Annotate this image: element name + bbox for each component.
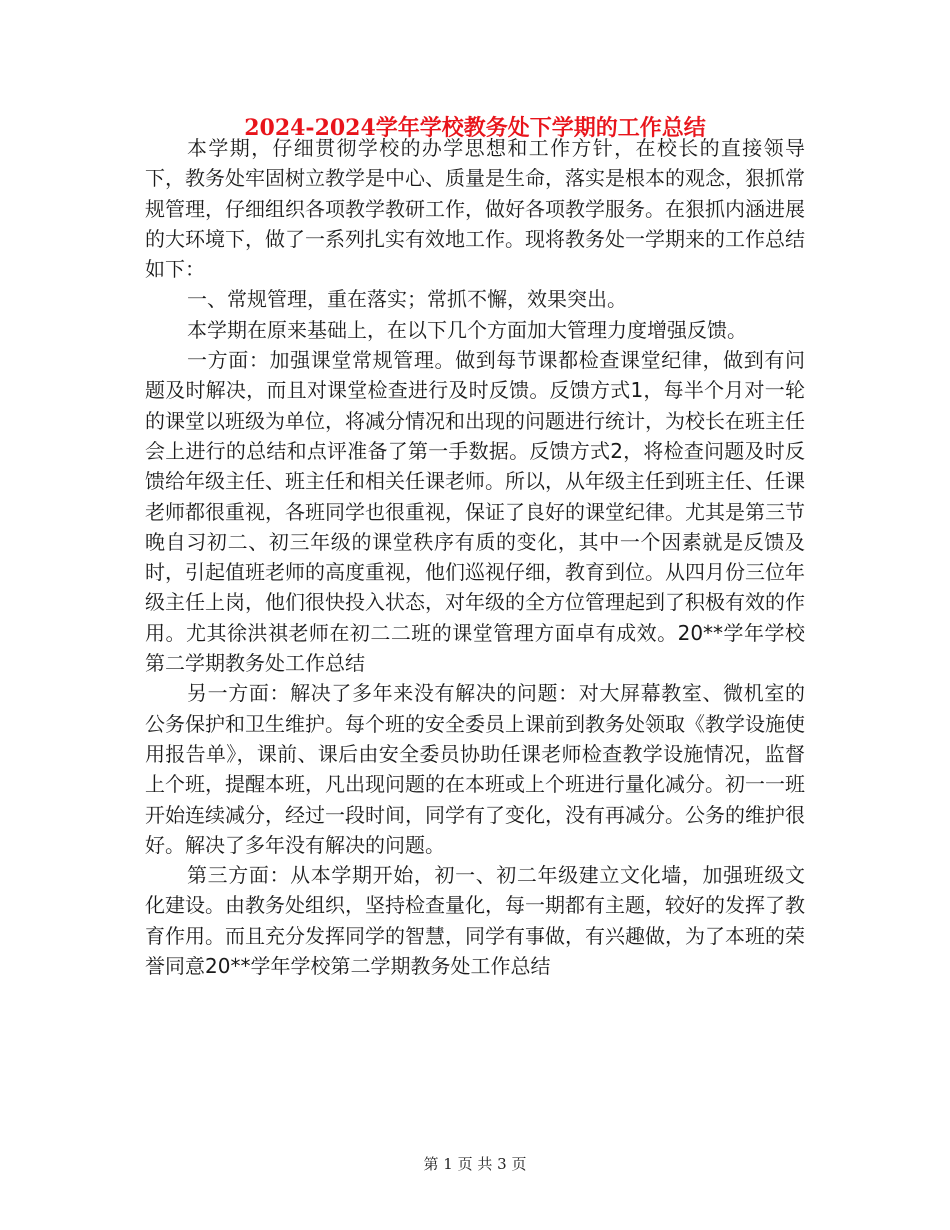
paragraph-second-aspect: 另一方面：解决了多年来没有解决的问题：对大屏幕教室、微机室的公务保护和卫生维护。每个班的安全委员上课前到教务处领取《教学设施使用报告单》，课前、课后由安全委员协助任课老师检查教学设施情况，监督上个班，提醒本班，凡出现问题的在本班或上个班进行量化减分。初一一班开始连续减分，经过一段时间，同学有了变化，没有再减分。公务的维护很好。解决了多年没有解决的问题。 (145, 681, 805, 857)
document-title: 2024-2024学年学校教务处下学期的工作总结 (244, 115, 706, 141)
paragraph-section-heading: 一、常规管理，重在落实；常抓不懈，效果突出。 (187, 287, 627, 312)
paragraph-overview: 本学期在原来基础上，在以下几个方面加大管理力度增强反馈。 (187, 317, 747, 342)
paragraph-intro: 本学期，仔细贯彻学校的办学思想和工作方针，在校长的直接领导下，教务处牢固树立教学是中心、质量是生命，落实是根本的观念，狠抓常规管理，仔细组织各项教学教研工作，做好各项教学服务。在狠抓内涵进展的大环境下，做了一系列扎实有效地工作。现将教务处一学期来的工作总结如下： (145, 136, 805, 282)
page-footer: 第 1 页 共 3 页 (423, 1155, 527, 1173)
document-body (145, 133, 805, 981)
paragraph-first-aspect: 一方面：加强课堂常规管理。做到每节课都检查课堂纪律，做到有问题及时解决，而且对课堂检查进行及时反馈。反馈方式1，每半个月对一轮的课堂以班级为单位，将减分情况和出现的问题进行统计，为校长在班主任会上进行的总结和点评准备了第一手数据。反馈方式2，将检查问题及时反馈给年级主任、班主任和相关任课老师。所以，从年级主任到班主任、任课老师都很重视，各班同学也很重视，保证了良好的课堂纪律。尤其是第三节晚自习初二、初三年级的课堂秩序有质的变化，其中一个因素就是反馈及时，引起值班老师的高度重视，他们巡视仔细，教育到位。从四月份三位年级主任上岗，他们很快投入状态，对年级的全方位管理起到了积极有效的作用。尤其徐洪祺老师在初二二班的课堂管理方面卓有成效。20**学年学校第二学期教务处工作总结 (145, 348, 805, 676)
paragraph-third-aspect: 第三方面：从本学期开始，初一、初二年级建立文化墙，加强班级文化建设。由教务处组织，坚持检查量化，每一期都有主题，较好的发挥了教育作用。而且充分发挥同学的智慧，同学有事做，有兴趣做，为了本班的荣誉同意20**学年学校第二学期教务处工作总结 (145, 863, 805, 979)
